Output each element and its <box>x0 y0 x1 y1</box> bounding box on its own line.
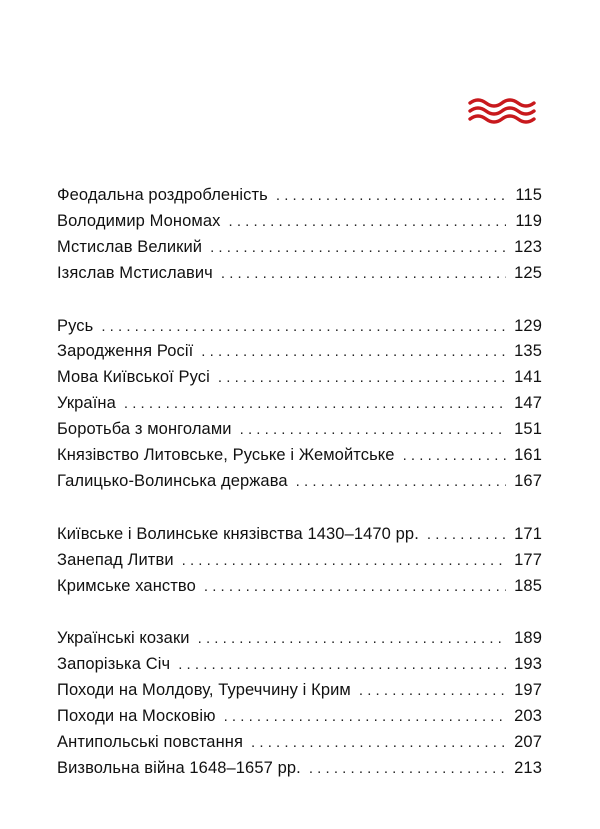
toc-entry <box>57 678 542 704</box>
toc-entry <box>57 626 542 652</box>
toc-entry <box>57 261 542 287</box>
dot-leader <box>201 339 506 365</box>
toc-entry-page-number: 203 <box>514 707 542 726</box>
toc-entry-title: Русь <box>57 316 94 335</box>
toc-entry-title: Кримське ханство <box>57 576 196 595</box>
toc-entry-title: Боротьба з монголами <box>57 420 232 439</box>
toc-entry-title: Визвольна війна 1648–1657 рр. <box>57 758 301 777</box>
toc-entry-title: Походи на Московію <box>57 707 216 726</box>
toc-entry <box>57 339 542 365</box>
toc-entry-title: Україна <box>57 394 116 413</box>
toc-entry-title: Володимир Мономах <box>57 211 221 230</box>
toc-entry-page-number: 167 <box>514 471 542 490</box>
toc-entry-title: Галицько-Волинська держава <box>57 471 288 490</box>
dot-leader <box>403 443 506 469</box>
dot-leader <box>228 209 506 235</box>
toc-entry-title: Київське і Волинське князівства 1430–1470 рр. <box>57 524 419 543</box>
toc-entry-title: Ізяслав Мстиславич <box>57 263 213 282</box>
toc-entry <box>57 183 542 209</box>
dot-leader <box>240 417 506 443</box>
toc-entry <box>57 704 542 730</box>
toc-entry <box>57 574 542 600</box>
table-of-contents <box>57 183 542 809</box>
toc-entry <box>57 522 542 548</box>
toc-entry-page-number: 147 <box>514 394 542 413</box>
toc-entry <box>57 548 542 574</box>
toc-entry <box>57 235 542 261</box>
toc-entry-page-number: 119 <box>515 211 542 230</box>
toc-entry-page-number: 141 <box>514 368 542 387</box>
toc-entry <box>57 443 542 469</box>
toc-entry <box>57 391 542 417</box>
wave-ornament-icon <box>467 96 539 126</box>
toc-entry-title: Запорізька Січ <box>57 655 171 674</box>
toc-section <box>57 626 542 781</box>
toc-entry <box>57 469 542 495</box>
dot-leader <box>210 235 506 261</box>
toc-entry-title: Князівство Литовське, Руське і Жемойтське <box>57 446 395 465</box>
toc-entry-page-number: 189 <box>514 629 542 648</box>
toc-entry-page-number: 135 <box>514 342 542 361</box>
toc-entry-title: Українські козаки <box>57 629 190 648</box>
toc-entry-page-number: 115 <box>515 186 542 204</box>
toc-entry <box>57 209 542 235</box>
toc-entry <box>57 730 542 756</box>
toc-entry-page-number: 207 <box>514 733 542 752</box>
toc-entry <box>57 417 542 443</box>
toc-entry-title: Мстислав Великий <box>57 237 203 256</box>
dot-leader <box>296 469 506 495</box>
toc-entry-title: Феодальна роздробленість <box>57 186 268 204</box>
toc-entry-page-number: 129 <box>514 316 542 335</box>
toc-entry-page-number: 171 <box>514 524 542 543</box>
dot-leader <box>124 391 506 417</box>
toc-entry-title: Зародження Росії <box>57 342 194 361</box>
toc-entry-page-number: 161 <box>514 446 542 465</box>
dot-leader <box>101 314 506 340</box>
dot-leader <box>198 626 506 652</box>
toc-entry <box>57 365 542 391</box>
dot-leader <box>427 522 506 548</box>
toc-entry <box>57 314 542 340</box>
toc-entry-page-number: 213 <box>514 758 542 777</box>
dot-leader <box>224 704 506 730</box>
toc-entry-page-number: 177 <box>514 550 542 569</box>
toc-entry-title: Походи на Молдову, Туреччину і Крим <box>57 681 351 700</box>
toc-entry-page-number: 185 <box>514 576 542 595</box>
toc-entry-page-number: 125 <box>514 263 542 282</box>
dot-leader <box>178 652 506 678</box>
toc-entry-title: Занепад Литви <box>57 550 174 569</box>
toc-entry-title: Антипольські повстання <box>57 733 244 752</box>
dot-leader <box>251 730 506 756</box>
toc-entry-title: Мова Київської Русі <box>57 368 210 387</box>
dot-leader <box>218 365 506 391</box>
toc-entry <box>57 756 542 782</box>
toc-section <box>57 522 542 600</box>
toc-entry <box>57 652 542 678</box>
dot-leader <box>182 548 506 574</box>
toc-entry-page-number: 193 <box>514 655 542 674</box>
dot-leader <box>359 678 506 704</box>
toc-section <box>57 183 542 287</box>
toc-entry-page-number: 151 <box>514 420 542 439</box>
toc-section <box>57 314 542 495</box>
toc-entry-page-number: 123 <box>514 237 542 256</box>
dot-leader <box>204 574 506 600</box>
dot-leader <box>309 756 506 782</box>
toc-entry-page-number: 197 <box>514 681 542 700</box>
dot-leader <box>276 183 506 209</box>
dot-leader <box>221 261 506 287</box>
